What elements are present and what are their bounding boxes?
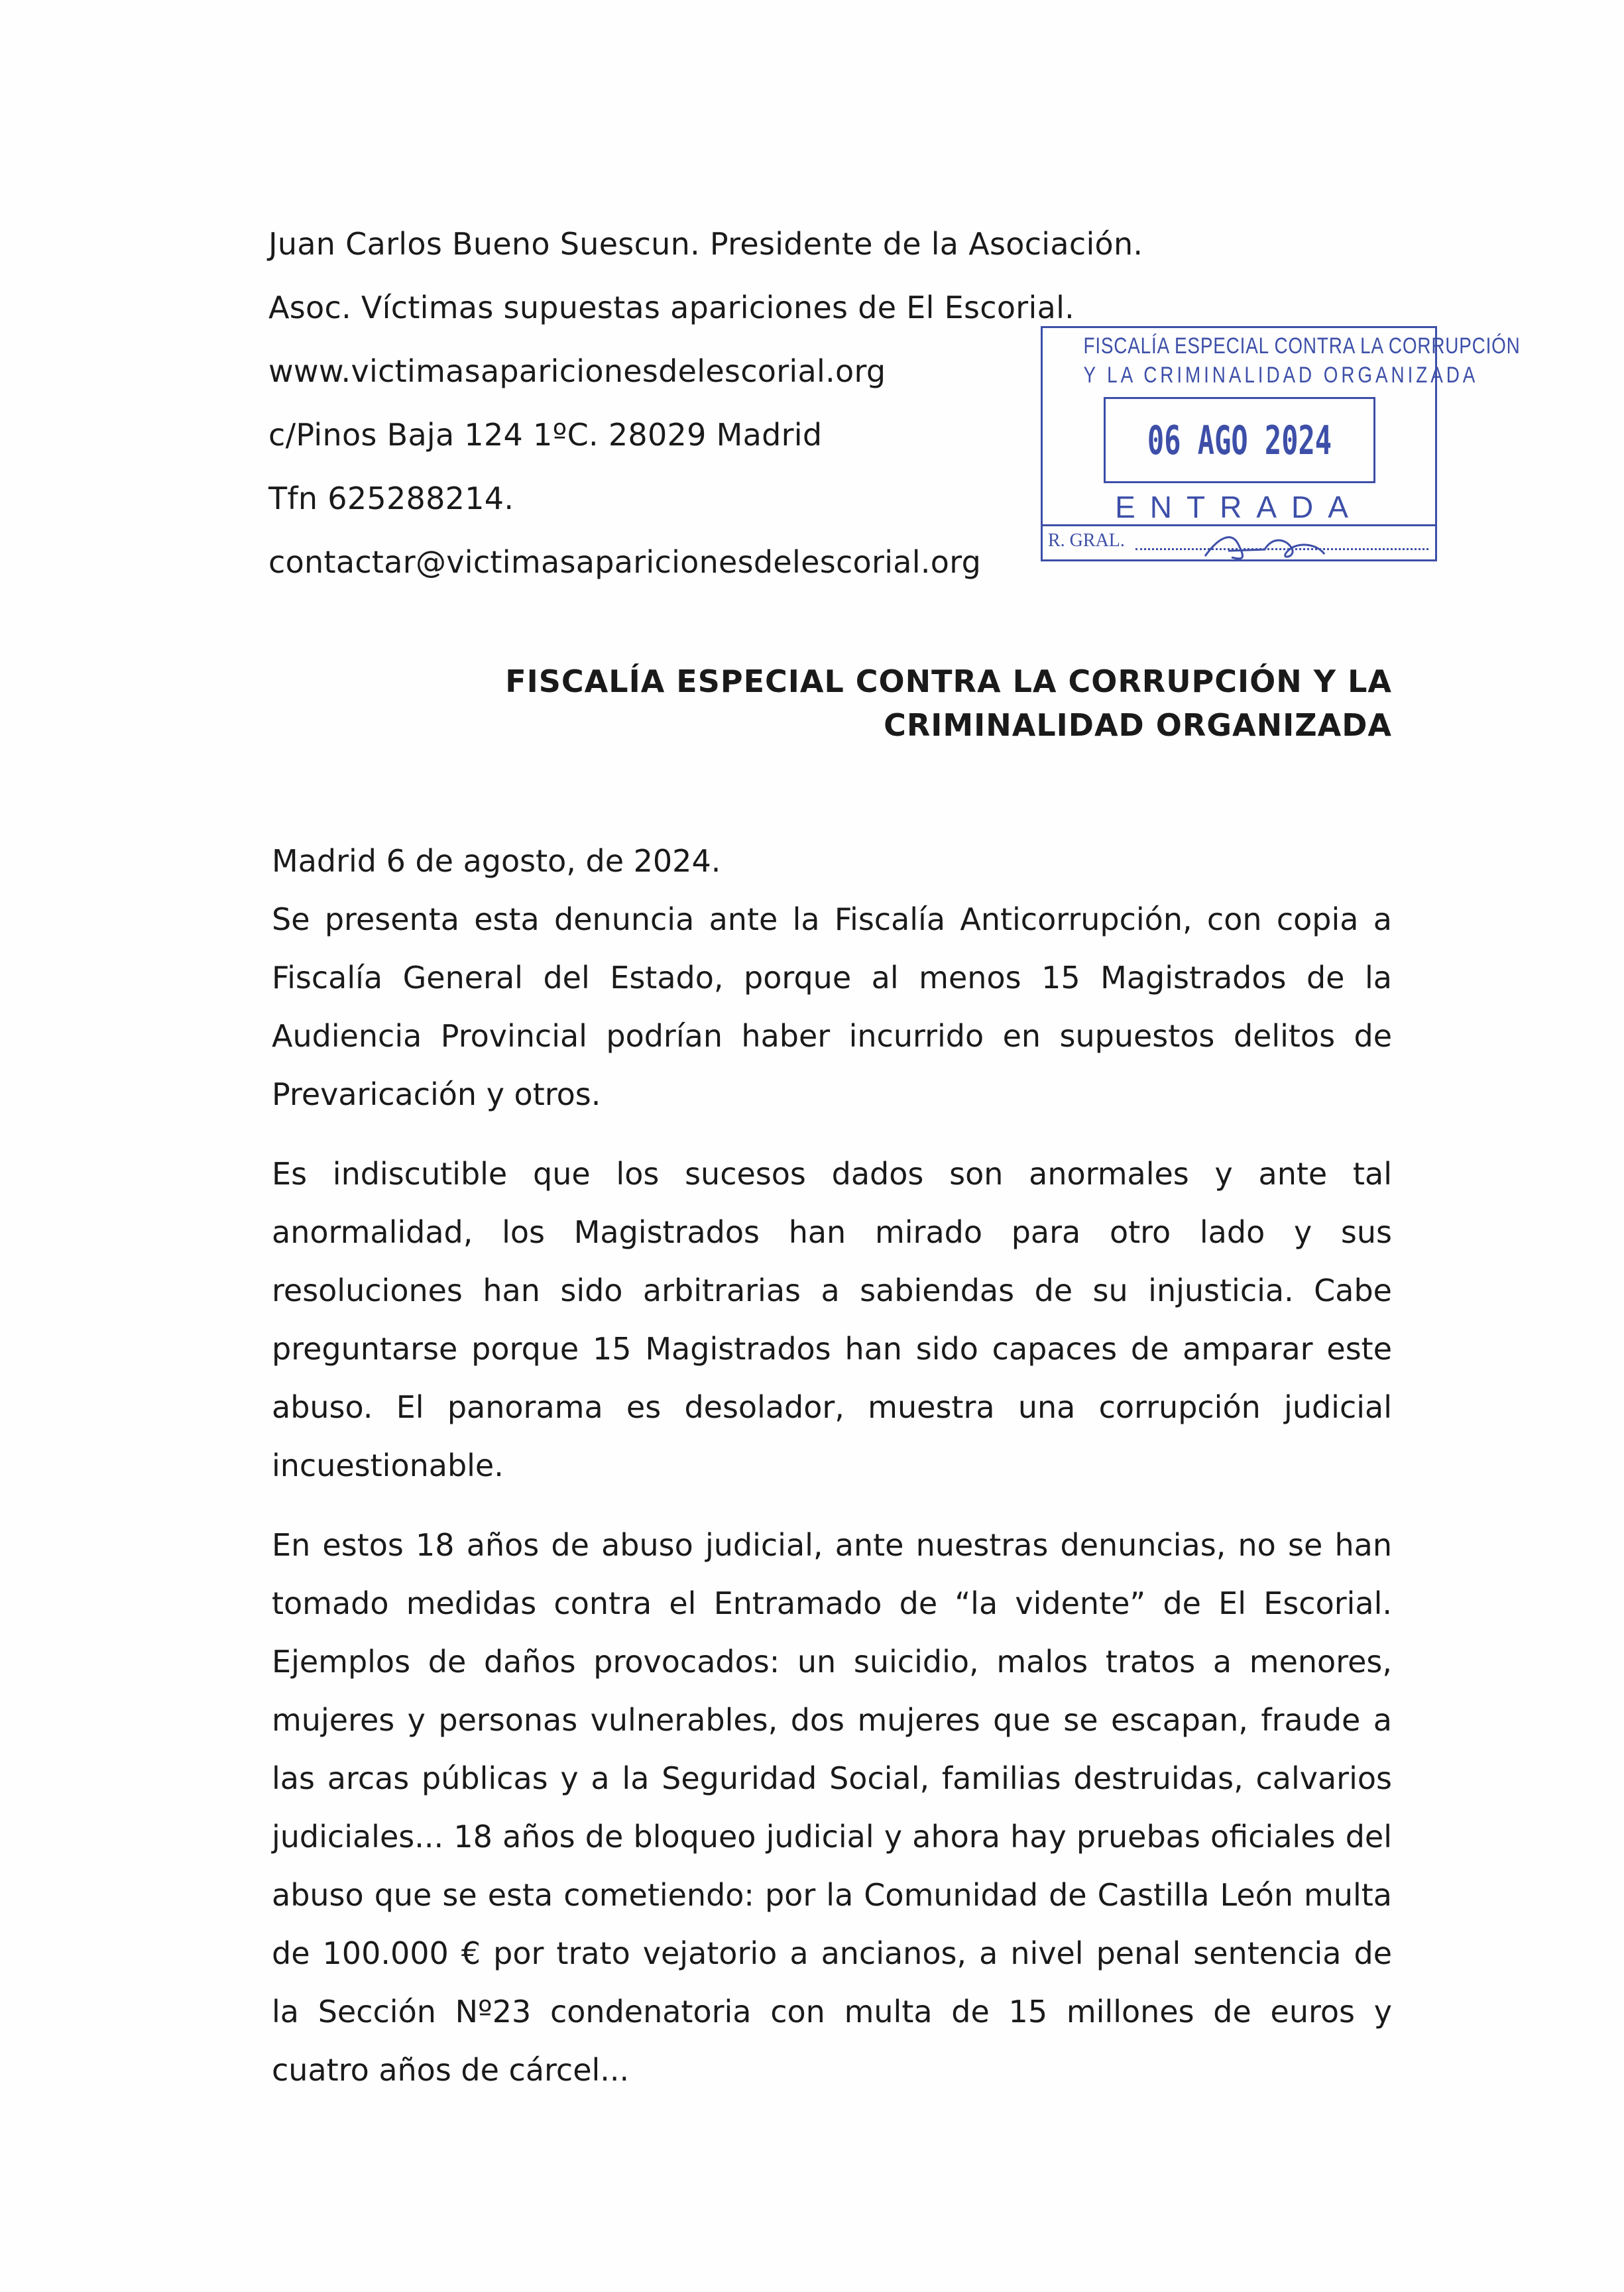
letter-date: Madrid 6 de agosto, de 2024. — [272, 843, 721, 879]
stamp-registro-label: R. GRAL. — [1048, 530, 1125, 551]
stamp-office-line1: FISCALÍA ESPECIAL CONTRA LA CORRUPCIÓN — [1083, 333, 1521, 359]
entry-stamp — [1041, 326, 1521, 561]
body-paragraph: Es indiscutible que los sucesos dados son anormales y ante tal anormalidad, los Magistrados han mirado para otro lado y sus resoluciones han sido arbitrarias a sabiendas de su injusticia. Cabe preguntarse porque 15 Magistrados han sido capaces de amparar este abuso. El panorama es desolador, muestra una corrupción judicial incuestionable. — [272, 1156, 1392, 1483]
recipient-line2: CRIMINALIDAD ORGANIZADA — [884, 707, 1392, 743]
sender-name: Juan Carlos Bueno Suescun. Presidente de la Asociación. — [268, 226, 1143, 262]
handwritten-signature-icon — [1192, 524, 1338, 564]
sender-email: contactar@victimasaparicionesdelescorial.org — [268, 544, 982, 580]
sender-address: c/Pinos Baja 124 1ºC. 28029 Madrid — [268, 417, 823, 453]
sender-website: www.victimasaparicionesdelescorial.org — [268, 353, 886, 389]
stamp-date: 06 AGO 2024 — [1147, 418, 1332, 464]
stamp-date-box — [1104, 397, 1375, 483]
body-paragraph: Se presenta esta denuncia ante la Fiscalía Anticorrupción, con copia a Fiscalía General del Estado, porque al menos 15 Magistrados de la Audiencia Provincial podrían haber incurrido en supuestos delitos de Prevaricación y otros. — [272, 901, 1392, 1112]
body-paragraph: En estos 18 años de abuso judicial, ante nuestras denuncias, no se han tomado medidas contra el Entramado de “la vidente” de El Escorial. Ejemplos de daños provocados: un suicidio, malos tratos a menores, mujeres y personas vulnerables, dos mujeres que se escapan, fraude a las arcas públicas y a la Seguridad Social, familias destruidas, calvarios judiciales... 18 años de bloqueo judicial y ahora hay pruebas oficiales del abuso que se esta cometiendo: por la Comunidad de Castilla León multa de 100.000 € por trato vejatorio a ancianos, a nivel penal sentencia de la Sección Nº23 condenatoria con multa de 15 millones de euros y cuatro años de cárcel... — [272, 1527, 1392, 2088]
recipient-heading — [331, 659, 1392, 747]
sender-association: Asoc. Víctimas supuestas apariciones de El Escorial. — [268, 290, 1075, 325]
recipient-line1: FISCALÍA ESPECIAL CONTRA LA CORRUPCIÓN Y LA — [505, 663, 1392, 699]
stamp-office-line2: Y LA CRIMINALIDAD ORGANIZADA — [1083, 363, 1479, 388]
letter-body — [272, 832, 1392, 2099]
sender-phone: Tfn 625288214. — [268, 481, 514, 516]
stamp-entrada-label: ENTRADA — [1115, 490, 1363, 524]
